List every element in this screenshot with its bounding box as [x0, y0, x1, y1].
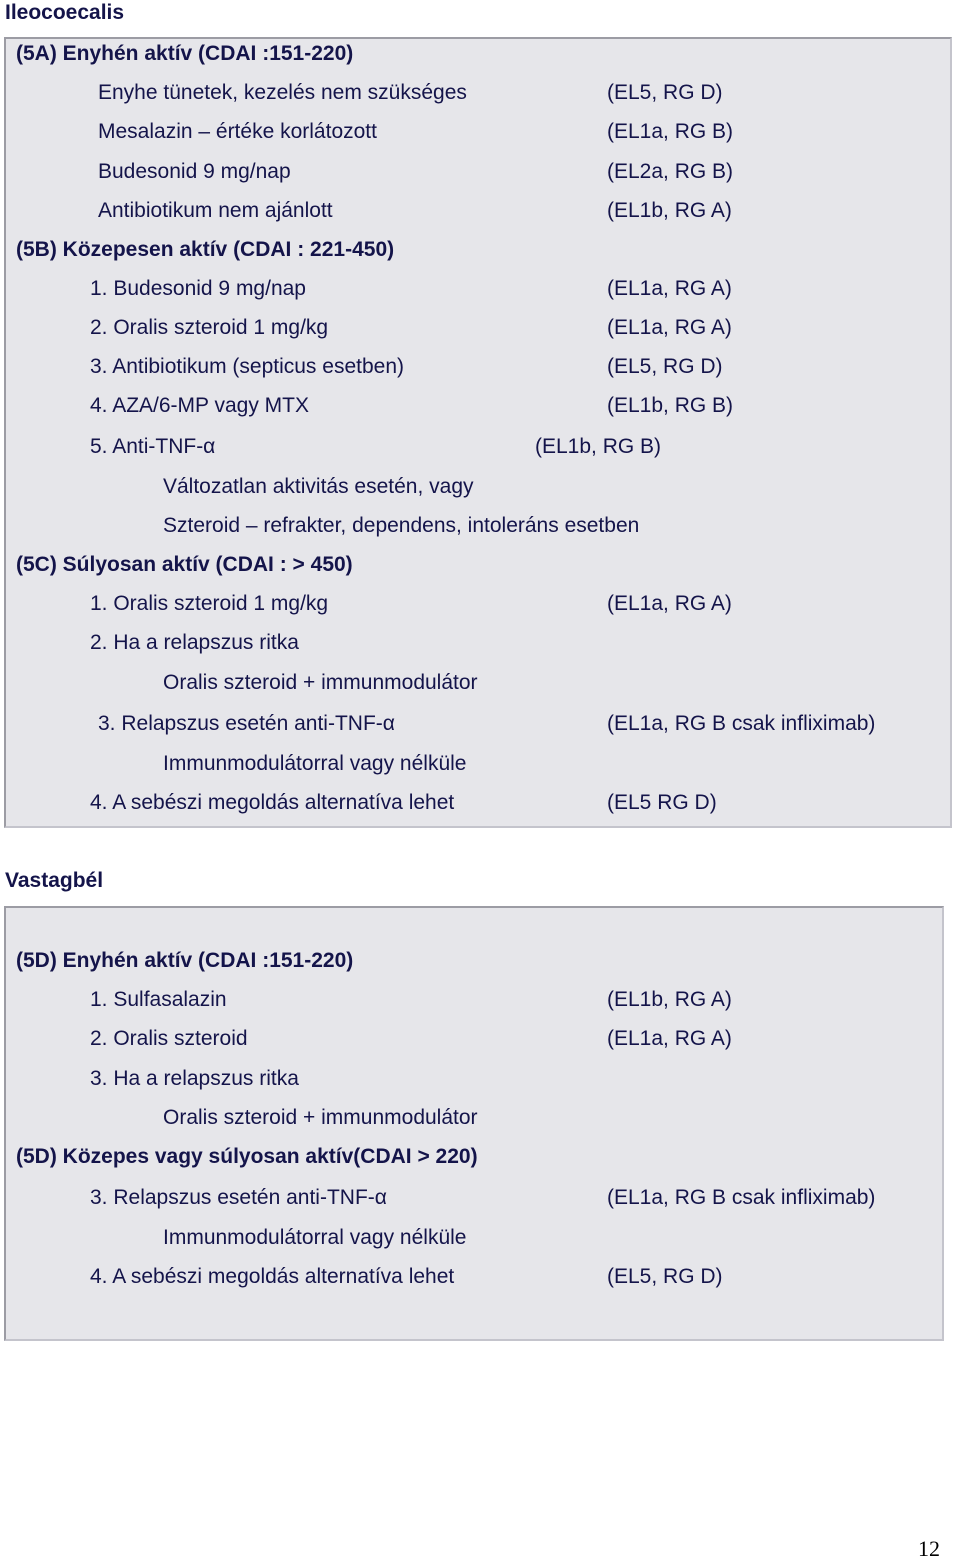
item-text: 2. Oralis szteroid 1 mg/kg	[90, 316, 329, 339]
page-number: 12	[918, 1536, 940, 1561]
item-text: Enyhe tünetek, kezelés nem szükséges	[98, 81, 467, 104]
item-subtext: Oralis szteroid + immunmodulátor	[163, 671, 478, 694]
section-5c: (5C) Súlyosan aktív (CDAI : > 450)	[16, 553, 353, 576]
item-subtext: Immunmodulátorral vagy nélküle	[163, 1226, 467, 1249]
item-text: Mesalazin – értéke korlátozott	[98, 120, 377, 143]
item-subtext: Változatlan aktivitás esetén, vagy	[163, 475, 474, 498]
section-5d-moderate: (5D) Közepes vagy súlyosan aktív(CDAI > 220)	[16, 1145, 478, 1168]
section-5a: (5A) Enyhén aktív (CDAI :151-220)	[16, 42, 354, 65]
item-text: 1. Budesonid 9 mg/nap	[90, 277, 306, 300]
item-ref: (EL1a, RG B csak infliximab)	[607, 1186, 876, 1209]
item-ref: (EL1b, RG A)	[607, 988, 732, 1011]
box-vastagbel	[4, 906, 944, 1341]
item-ref: (EL5, RG D)	[607, 81, 723, 104]
item-text: 4. A sebészi megoldás alternatíva lehet	[90, 1265, 455, 1288]
section-5d: (5D) Enyhén aktív (CDAI :151-220)	[16, 949, 354, 972]
item-text: Budesonid 9 mg/nap	[98, 160, 291, 183]
item-text: 1. Sulfasalazin	[90, 988, 227, 1011]
item-ref: (EL1a, RG A)	[607, 316, 732, 339]
item-ref: (EL1b, RG B)	[607, 394, 734, 417]
heading-ileocoecalis: Ileocoecalis	[5, 1, 125, 24]
item-ref: (EL5, RG D)	[607, 1265, 723, 1288]
item-text: 4. A sebészi megoldás alternatíva lehet	[90, 791, 455, 814]
item-ref: (EL1a, RG B)	[607, 120, 734, 143]
item-text: 4. AZA/6-MP vagy MTX	[90, 394, 310, 417]
item-subtext: Oralis szteroid + immunmodulátor	[163, 1106, 478, 1129]
item-text: 3. Antibiotikum (septicus esetben)	[90, 355, 404, 378]
item-subtext: Immunmodulátorral vagy nélküle	[163, 752, 467, 775]
item-text: 3. Relapszus esetén anti-TNF-α	[98, 712, 395, 735]
item-ref: (EL1b, RG B)	[535, 435, 662, 458]
item-subtext: Szteroid – refrakter, dependens, intoleráns esetben	[163, 514, 640, 537]
item-ref: (EL5 RG D)	[607, 791, 717, 814]
item-ref: (EL1a, RG A)	[607, 1027, 732, 1050]
heading-vastagbel: Vastagbél	[5, 869, 104, 892]
item-ref: (EL1a, RG A)	[607, 277, 732, 300]
item-ref: (EL1a, RG A)	[607, 592, 732, 615]
item-ref: (EL2a, RG B)	[607, 160, 734, 183]
section-5b: (5B) Közepesen aktív (CDAI : 221-450)	[16, 238, 395, 261]
item-ref: (EL5, RG D)	[607, 355, 723, 378]
item-text: 3. Relapszus esetén anti-TNF-α	[90, 1186, 387, 1209]
item-ref: (EL1b, RG A)	[607, 199, 732, 222]
item-text: 5. Anti-TNF-α	[90, 435, 216, 458]
box-ileocoecalis	[4, 37, 952, 828]
item-text: 2. Ha a relapszus ritka	[90, 631, 299, 654]
item-text: 3. Ha a relapszus ritka	[90, 1067, 299, 1090]
item-text: 1. Oralis szteroid 1 mg/kg	[90, 592, 329, 615]
item-text: Antibiotikum nem ajánlott	[98, 199, 333, 222]
item-text: 2. Oralis szteroid	[90, 1027, 248, 1050]
item-ref: (EL1a, RG B csak infliximab)	[607, 712, 876, 735]
